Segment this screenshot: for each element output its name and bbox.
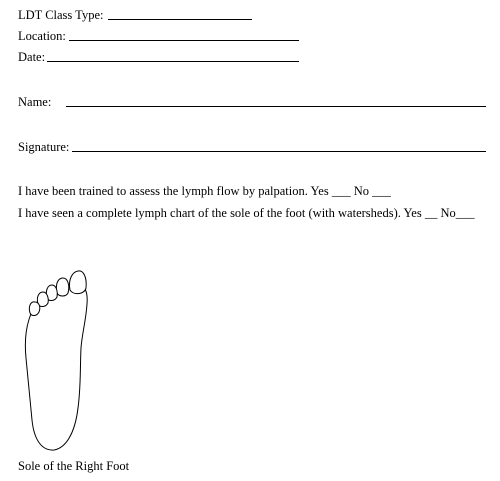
class-type-label: LDT Class Type:: [18, 8, 104, 22]
signature-blank[interactable]: [72, 151, 486, 152]
location-label: Location:: [18, 29, 66, 43]
date-field: [18, 50, 45, 64]
class-type-blank[interactable]: [108, 19, 252, 20]
signature-field: [18, 140, 69, 154]
foot-second-toe: [56, 278, 68, 296]
class-type-field: [18, 8, 103, 22]
date-label: Date:: [18, 50, 46, 64]
question-palpation: [18, 184, 391, 198]
figure-caption: Sole of the Right Foot: [18, 459, 130, 473]
name-label: Name:: [18, 95, 52, 109]
question-lymph-chart: [18, 206, 474, 220]
date-blank[interactable]: [47, 61, 299, 62]
foot-big-toe: [69, 271, 86, 294]
question-palpation-text: I have been trained to assess the lymph flow by palpation. Yes ___ No ___: [18, 184, 391, 198]
name-field: [18, 95, 51, 109]
location-field: [18, 29, 66, 43]
name-blank[interactable]: [66, 106, 486, 107]
location-blank[interactable]: [69, 40, 299, 41]
foot-little-toe: [29, 302, 39, 316]
signature-label: Signature:: [18, 140, 70, 154]
foot-sole-icon: [18, 268, 108, 458]
question-lymph-chart-text: I have seen a complete lymph chart of the sole of the foot (with watersheds). Yes __ No___: [18, 206, 475, 220]
